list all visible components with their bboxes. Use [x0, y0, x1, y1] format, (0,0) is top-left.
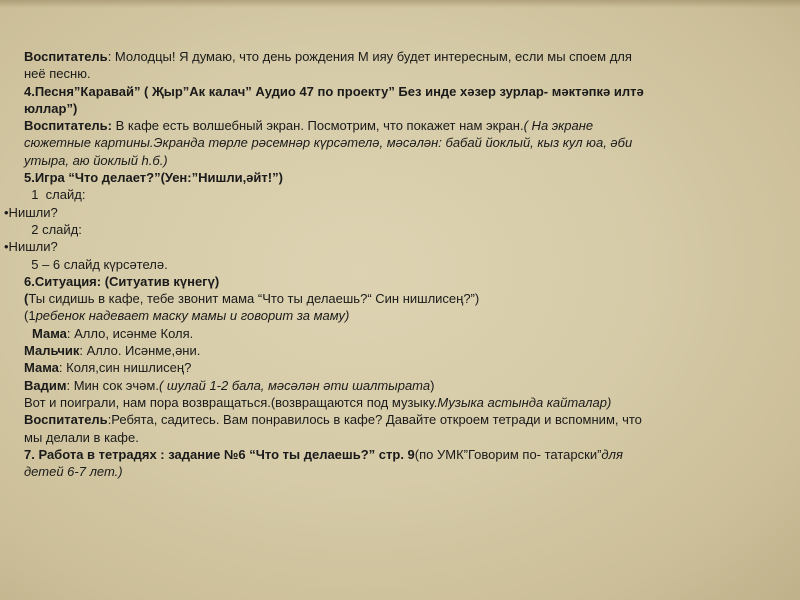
- line-text: В кафе есть волшебный экран. Посмотрим, что покажет нам экран.: [112, 118, 524, 134]
- text-line-22: [24, 411, 776, 428]
- text-line-4: [24, 100, 776, 117]
- speaker-label: Мама: [32, 325, 67, 341]
- line-text: Вот и поиграли, нам пора возвращаться.(возвращаются под музыку.: [24, 394, 438, 410]
- line-text: (1: [24, 308, 36, 324]
- line-text: : Мин сок эчәм.: [66, 377, 159, 393]
- task-heading: 7. Работа в тетрадях : задание №6 “Что ты делаешь?” стр. 9: [24, 446, 415, 462]
- text-line-21: [24, 394, 776, 411]
- paren-open: (: [24, 291, 29, 307]
- italic-text: для: [601, 446, 623, 462]
- speaker-label: Воспитатель:: [24, 118, 113, 134]
- italic-text: ребенок надевает маску мамы и говорит за маму): [35, 308, 350, 324]
- text-line-3: [24, 83, 776, 100]
- slides-5-6-label: 5 – 6 слайд күрсәтелә.: [24, 256, 168, 272]
- text-line-5: [24, 117, 776, 134]
- text-line-1: [24, 48, 776, 65]
- text-line-8: [24, 169, 776, 186]
- line-text: мы делали в кафе.: [24, 429, 139, 445]
- text-line-17: [24, 325, 776, 342]
- slide-top-shadow: [0, 0, 800, 8]
- text-line-25: [24, 463, 776, 480]
- speaker-label: Воспитатель: [24, 412, 108, 428]
- line-text: Ты сидишь в кафе, тебе звонит мама “Что ты делаешь?“ Син нишлисең?”): [28, 291, 480, 307]
- text-line-24: [24, 446, 776, 463]
- text-line-7: [24, 152, 776, 169]
- speaker-label: Воспитатель: [24, 49, 108, 64]
- text-line-6: [24, 134, 776, 151]
- text-line-9: [24, 186, 776, 203]
- text-line-12: [4, 238, 776, 255]
- text-line-23: [24, 429, 776, 446]
- line-text: : Алло, исәнме Коля.: [66, 325, 194, 341]
- slide-2-label: 2 слайд:: [24, 221, 82, 237]
- song-heading: 4.Песня”Каравай” ( Җыр”Ак калач” Аудио 47 по проекту” Без инде хәзер зурлар- мәктәпкә илтә: [24, 83, 644, 99]
- speaker-label: Мальчик: [24, 343, 80, 359]
- line-text: : Алло. Исәнме,әни.: [79, 343, 201, 359]
- line-text: неё песню.: [24, 66, 91, 82]
- bullet-item: •Нишли?: [4, 204, 58, 220]
- text-line-16: [24, 307, 776, 324]
- song-heading-cont: юллар”): [24, 100, 78, 116]
- slide-1-label: 1 слайд:: [24, 187, 86, 203]
- italic-text: ( шулай 1-2 бала, мәсәлән әти шалтырата: [158, 377, 431, 393]
- game-heading: 5.Игра “Что делает?”(Уен:”Нишли,әйт!”): [24, 170, 283, 186]
- italic-text: Музыка астында кайталар): [437, 394, 612, 410]
- italic-text: сюжетные картины.Экранда төрле рәсемнәр күрсәтелә, мәсәлән: бабай йоклый, кыз кул юа, әби: [24, 135, 633, 151]
- text-line-15: [24, 290, 776, 307]
- slide-text-body: [4, 48, 776, 480]
- line-text: : Коля,син нишлисең?: [58, 360, 192, 376]
- text-line-13: [24, 256, 776, 273]
- text-line-2: [24, 65, 776, 82]
- speaker-label: Мама: [24, 360, 59, 376]
- speaker-label: Вадим: [24, 377, 67, 393]
- text-line-11: [24, 221, 776, 238]
- text-line-19: [24, 359, 776, 376]
- line-text: : Молодцы! Я думаю, что день рождения М ияу будет интересным, если мы споем для: [107, 49, 632, 64]
- line-text: ): [430, 377, 435, 393]
- italic-text: детей 6-7 лет.): [24, 464, 123, 480]
- line-text: :Ребята, садитесь. Вам понравилось в кафе? Давайте откроем тетради и вспомним, что: [107, 412, 642, 428]
- text-line-20: [24, 377, 776, 394]
- text-line-18: [24, 342, 776, 359]
- italic-text: ( На экране: [523, 118, 594, 134]
- situation-heading: 6.Ситуация: (Ситуатив күнегү): [24, 273, 220, 289]
- italic-text: утыра, аю йоклый һ.б.): [24, 152, 168, 168]
- text-line-10: [4, 204, 776, 221]
- line-text: (по УМК”Говорим по- татарски”: [414, 446, 602, 462]
- bullet-item: •Нишли?: [4, 239, 58, 255]
- text-line-14: [24, 273, 776, 290]
